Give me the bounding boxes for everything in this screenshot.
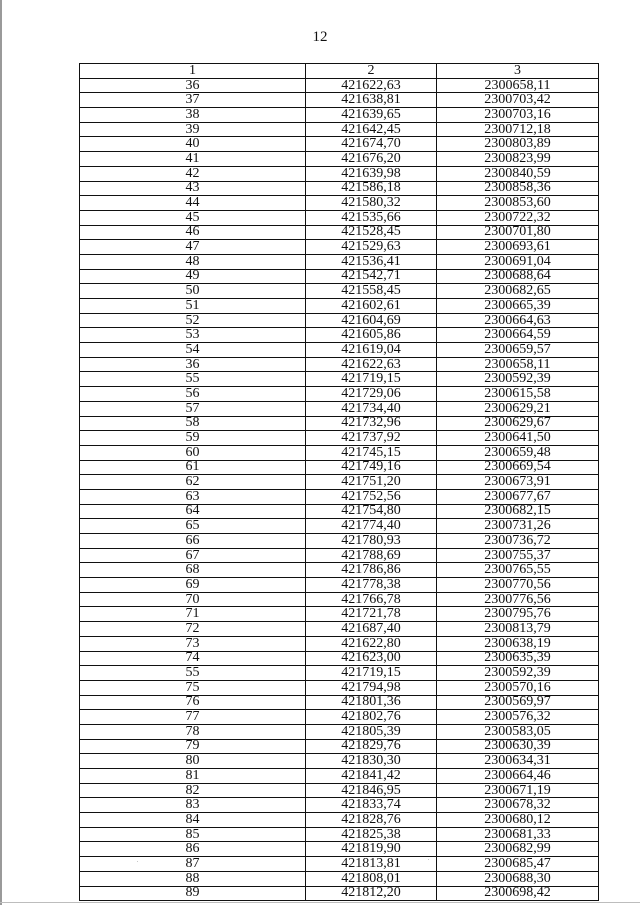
point-number-cell: 85 <box>80 827 306 842</box>
y-coordinate-cell: 2300659,57 <box>437 343 599 358</box>
point-number-cell: 36 <box>80 78 306 93</box>
y-coordinate-cell: 2300682,99 <box>437 842 599 857</box>
x-coordinate-cell: 421558,45 <box>306 284 437 299</box>
point-number-cell: 73 <box>80 636 306 651</box>
table-row <box>80 622 599 637</box>
point-number-cell: 37 <box>80 93 306 108</box>
y-coordinate-cell: 2300776,56 <box>437 592 599 607</box>
x-coordinate-cell: 421786,86 <box>306 563 437 578</box>
table-row <box>80 254 599 269</box>
y-coordinate-cell: 2300659,48 <box>437 445 599 460</box>
table-header-row <box>80 64 599 79</box>
table-row <box>80 122 599 137</box>
point-number-cell: 79 <box>80 739 306 754</box>
table-row <box>80 166 599 181</box>
point-number-cell: 43 <box>80 181 306 196</box>
y-coordinate-cell: 2300688,64 <box>437 269 599 284</box>
coordinates-table <box>79 63 599 901</box>
header-x-coordinate: 2 <box>306 64 437 79</box>
y-coordinate-cell: 2300765,55 <box>437 563 599 578</box>
y-coordinate-cell: 2300615,58 <box>437 387 599 402</box>
x-coordinate-cell: 421674,70 <box>306 137 437 152</box>
table-body <box>80 78 599 901</box>
point-number-cell: 75 <box>80 680 306 695</box>
y-coordinate-cell: 2300682,65 <box>437 284 599 299</box>
point-number-cell: 78 <box>80 724 306 739</box>
point-number-cell: 82 <box>80 783 306 798</box>
point-number-cell: 47 <box>80 240 306 255</box>
table-row <box>80 695 599 710</box>
y-coordinate-cell: 2300681,33 <box>437 827 599 842</box>
header-point-number: 1 <box>80 64 306 79</box>
y-coordinate-cell: 2300840,59 <box>437 166 599 181</box>
table-row <box>80 871 599 886</box>
x-coordinate-cell: 421639,65 <box>306 108 437 123</box>
y-coordinate-cell: 2300680,12 <box>437 813 599 828</box>
point-number-cell: 80 <box>80 754 306 769</box>
scan-speck <box>137 861 138 862</box>
x-coordinate-cell: 421813,81 <box>306 857 437 872</box>
x-coordinate-cell: 421536,41 <box>306 254 437 269</box>
table-row <box>80 827 599 842</box>
table-row <box>80 299 599 314</box>
y-coordinate-cell: 2300677,67 <box>437 489 599 504</box>
point-number-cell: 59 <box>80 431 306 446</box>
point-number-cell: 45 <box>80 210 306 225</box>
point-number-cell: 60 <box>80 445 306 460</box>
y-coordinate-cell: 2300664,46 <box>437 769 599 784</box>
point-number-cell: 64 <box>80 504 306 519</box>
x-coordinate-cell: 421639,98 <box>306 166 437 181</box>
y-coordinate-cell: 2300703,16 <box>437 108 599 123</box>
point-number-cell: 65 <box>80 519 306 534</box>
table-row <box>80 240 599 255</box>
point-number-cell: 88 <box>80 871 306 886</box>
point-number-cell: 84 <box>80 813 306 828</box>
table-row <box>80 225 599 240</box>
point-number-cell: 41 <box>80 152 306 167</box>
table-row <box>80 343 599 358</box>
table-row <box>80 475 599 490</box>
point-number-cell: 76 <box>80 695 306 710</box>
x-coordinate-cell: 421542,71 <box>306 269 437 284</box>
x-coordinate-cell: 421829,76 <box>306 739 437 754</box>
y-coordinate-cell: 2300629,67 <box>437 416 599 431</box>
table-row <box>80 489 599 504</box>
y-coordinate-cell: 2300583,05 <box>437 724 599 739</box>
table-row <box>80 548 599 563</box>
x-coordinate-cell: 421828,76 <box>306 813 437 828</box>
x-coordinate-cell: 421749,16 <box>306 460 437 475</box>
x-coordinate-cell: 421766,78 <box>306 592 437 607</box>
y-coordinate-cell: 2300813,79 <box>437 622 599 637</box>
table-row <box>80 857 599 872</box>
point-number-cell: 86 <box>80 842 306 857</box>
table-row <box>80 739 599 754</box>
x-coordinate-cell: 421676,20 <box>306 152 437 167</box>
y-coordinate-cell: 2300731,26 <box>437 519 599 534</box>
point-number-cell: 42 <box>80 166 306 181</box>
table-row <box>80 563 599 578</box>
y-coordinate-cell: 2300569,97 <box>437 695 599 710</box>
x-coordinate-cell: 421732,96 <box>306 416 437 431</box>
x-coordinate-cell: 421737,92 <box>306 431 437 446</box>
point-number-cell: 72 <box>80 622 306 637</box>
table-row <box>80 460 599 475</box>
point-number-cell: 48 <box>80 254 306 269</box>
point-number-cell: 39 <box>80 122 306 137</box>
x-coordinate-cell: 421751,20 <box>306 475 437 490</box>
point-number-cell: 56 <box>80 387 306 402</box>
y-coordinate-cell: 2300685,47 <box>437 857 599 872</box>
y-coordinate-cell: 2300629,21 <box>437 401 599 416</box>
point-number-cell: 77 <box>80 710 306 725</box>
table-row <box>80 431 599 446</box>
point-number-cell: 55 <box>80 666 306 681</box>
table-row <box>80 769 599 784</box>
x-coordinate-cell: 421808,01 <box>306 871 437 886</box>
table-row <box>80 651 599 666</box>
x-coordinate-cell: 421529,63 <box>306 240 437 255</box>
table-row <box>80 813 599 828</box>
x-coordinate-cell: 421642,45 <box>306 122 437 137</box>
table-row <box>80 886 599 901</box>
table-row <box>80 724 599 739</box>
y-coordinate-cell: 2300635,39 <box>437 651 599 666</box>
table-row <box>80 269 599 284</box>
y-coordinate-cell: 2300853,60 <box>437 196 599 211</box>
x-coordinate-cell: 421788,69 <box>306 548 437 563</box>
x-coordinate-cell: 421734,40 <box>306 401 437 416</box>
point-number-cell: 55 <box>80 372 306 387</box>
point-number-cell: 40 <box>80 137 306 152</box>
y-coordinate-cell: 2300712,18 <box>437 122 599 137</box>
y-coordinate-cell: 2300664,59 <box>437 328 599 343</box>
table-row <box>80 181 599 196</box>
table-row <box>80 798 599 813</box>
table-row <box>80 78 599 93</box>
y-coordinate-cell: 2300658,11 <box>437 78 599 93</box>
table-row <box>80 416 599 431</box>
table-row <box>80 607 599 622</box>
table-row <box>80 196 599 211</box>
x-coordinate-cell: 421780,93 <box>306 534 437 549</box>
y-coordinate-cell: 2300592,39 <box>437 666 599 681</box>
y-coordinate-cell: 2300664,63 <box>437 313 599 328</box>
table-row <box>80 401 599 416</box>
point-number-cell: 62 <box>80 475 306 490</box>
table-row <box>80 387 599 402</box>
x-coordinate-cell: 421830,30 <box>306 754 437 769</box>
y-coordinate-cell: 2300669,54 <box>437 460 599 475</box>
point-number-cell: 44 <box>80 196 306 211</box>
y-coordinate-cell: 2300592,39 <box>437 372 599 387</box>
point-number-cell: 68 <box>80 563 306 578</box>
y-coordinate-cell: 2300682,15 <box>437 504 599 519</box>
point-number-cell: 67 <box>80 548 306 563</box>
table-row <box>80 842 599 857</box>
y-coordinate-cell: 2300638,19 <box>437 636 599 651</box>
y-coordinate-cell: 2300698,42 <box>437 886 599 901</box>
y-coordinate-cell: 2300823,99 <box>437 152 599 167</box>
y-coordinate-cell: 2300641,50 <box>437 431 599 446</box>
y-coordinate-cell: 2300688,30 <box>437 871 599 886</box>
point-number-cell: 38 <box>80 108 306 123</box>
point-number-cell: 57 <box>80 401 306 416</box>
y-coordinate-cell: 2300701,80 <box>437 225 599 240</box>
table-row <box>80 357 599 372</box>
table-row <box>80 680 599 695</box>
point-number-cell: 74 <box>80 651 306 666</box>
x-coordinate-cell: 421801,36 <box>306 695 437 710</box>
header-y-coordinate: 3 <box>437 64 599 79</box>
x-coordinate-cell: 421752,56 <box>306 489 437 504</box>
table-row <box>80 313 599 328</box>
y-coordinate-cell: 2300691,04 <box>437 254 599 269</box>
x-coordinate-cell: 421745,15 <box>306 445 437 460</box>
table-row <box>80 710 599 725</box>
x-coordinate-cell: 421729,06 <box>306 387 437 402</box>
table-row <box>80 534 599 549</box>
x-coordinate-cell: 421794,98 <box>306 680 437 695</box>
table-row <box>80 137 599 152</box>
y-coordinate-cell: 2300736,72 <box>437 534 599 549</box>
point-number-cell: 58 <box>80 416 306 431</box>
point-number-cell: 87 <box>80 857 306 872</box>
table-row <box>80 519 599 534</box>
point-number-cell: 63 <box>80 489 306 504</box>
table-row <box>80 210 599 225</box>
x-coordinate-cell: 421774,40 <box>306 519 437 534</box>
table-row <box>80 636 599 651</box>
page-left-edge <box>0 0 2 905</box>
point-number-cell: 51 <box>80 299 306 314</box>
x-coordinate-cell: 421802,76 <box>306 710 437 725</box>
table-row <box>80 152 599 167</box>
point-number-cell: 52 <box>80 313 306 328</box>
x-coordinate-cell: 421604,69 <box>306 313 437 328</box>
x-coordinate-cell: 421619,04 <box>306 343 437 358</box>
table-row <box>80 328 599 343</box>
x-coordinate-cell: 421622,63 <box>306 357 437 372</box>
point-number-cell: 81 <box>80 769 306 784</box>
table-row <box>80 592 599 607</box>
x-coordinate-cell: 421819,90 <box>306 842 437 857</box>
table-row <box>80 108 599 123</box>
y-coordinate-cell: 2300795,76 <box>437 607 599 622</box>
x-coordinate-cell: 421833,74 <box>306 798 437 813</box>
point-number-cell: 89 <box>80 886 306 901</box>
table-row <box>80 666 599 681</box>
y-coordinate-cell: 2300671,19 <box>437 783 599 798</box>
point-number-cell: 71 <box>80 607 306 622</box>
y-coordinate-cell: 2300630,39 <box>437 739 599 754</box>
page-bottom-edge <box>0 902 640 903</box>
y-coordinate-cell: 2300678,32 <box>437 798 599 813</box>
x-coordinate-cell: 421586,18 <box>306 181 437 196</box>
x-coordinate-cell: 421535,66 <box>306 210 437 225</box>
y-coordinate-cell: 2300858,36 <box>437 181 599 196</box>
y-coordinate-cell: 2300770,56 <box>437 578 599 593</box>
x-coordinate-cell: 421719,15 <box>306 372 437 387</box>
point-number-cell: 54 <box>80 343 306 358</box>
x-coordinate-cell: 421754,80 <box>306 504 437 519</box>
y-coordinate-cell: 2300755,37 <box>437 548 599 563</box>
point-number-cell: 50 <box>80 284 306 299</box>
y-coordinate-cell: 2300634,31 <box>437 754 599 769</box>
table-row <box>80 783 599 798</box>
x-coordinate-cell: 421719,15 <box>306 666 437 681</box>
table-row <box>80 93 599 108</box>
table-row <box>80 754 599 769</box>
x-coordinate-cell: 421623,00 <box>306 651 437 666</box>
x-coordinate-cell: 421846,95 <box>306 783 437 798</box>
y-coordinate-cell: 2300703,42 <box>437 93 599 108</box>
x-coordinate-cell: 421580,32 <box>306 196 437 211</box>
x-coordinate-cell: 421778,38 <box>306 578 437 593</box>
x-coordinate-cell: 421638,81 <box>306 93 437 108</box>
x-coordinate-cell: 421528,45 <box>306 225 437 240</box>
point-number-cell: 46 <box>80 225 306 240</box>
x-coordinate-cell: 421721,78 <box>306 607 437 622</box>
table-row <box>80 578 599 593</box>
x-coordinate-cell: 421602,61 <box>306 299 437 314</box>
x-coordinate-cell: 421605,86 <box>306 328 437 343</box>
point-number-cell: 53 <box>80 328 306 343</box>
x-coordinate-cell: 421825,38 <box>306 827 437 842</box>
table-row <box>80 284 599 299</box>
y-coordinate-cell: 2300693,61 <box>437 240 599 255</box>
y-coordinate-cell: 2300722,32 <box>437 210 599 225</box>
x-coordinate-cell: 421687,40 <box>306 622 437 637</box>
point-number-cell: 61 <box>80 460 306 475</box>
point-number-cell: 70 <box>80 592 306 607</box>
point-number-cell: 69 <box>80 578 306 593</box>
point-number-cell: 36 <box>80 357 306 372</box>
x-coordinate-cell: 421622,63 <box>306 78 437 93</box>
point-number-cell: 49 <box>80 269 306 284</box>
y-coordinate-cell: 2300803,89 <box>437 137 599 152</box>
y-coordinate-cell: 2300576,32 <box>437 710 599 725</box>
y-coordinate-cell: 2300673,91 <box>437 475 599 490</box>
x-coordinate-cell: 421622,80 <box>306 636 437 651</box>
table-row <box>80 372 599 387</box>
x-coordinate-cell: 421805,39 <box>306 724 437 739</box>
y-coordinate-cell: 2300658,11 <box>437 357 599 372</box>
table-row <box>80 504 599 519</box>
scan-speck <box>428 859 429 860</box>
point-number-cell: 66 <box>80 534 306 549</box>
x-coordinate-cell: 421841,42 <box>306 769 437 784</box>
page-number: 12 <box>312 29 328 45</box>
y-coordinate-cell: 2300570,16 <box>437 680 599 695</box>
x-coordinate-cell: 421812,20 <box>306 886 437 901</box>
y-coordinate-cell: 2300665,39 <box>437 299 599 314</box>
point-number-cell: 83 <box>80 798 306 813</box>
table-row <box>80 445 599 460</box>
